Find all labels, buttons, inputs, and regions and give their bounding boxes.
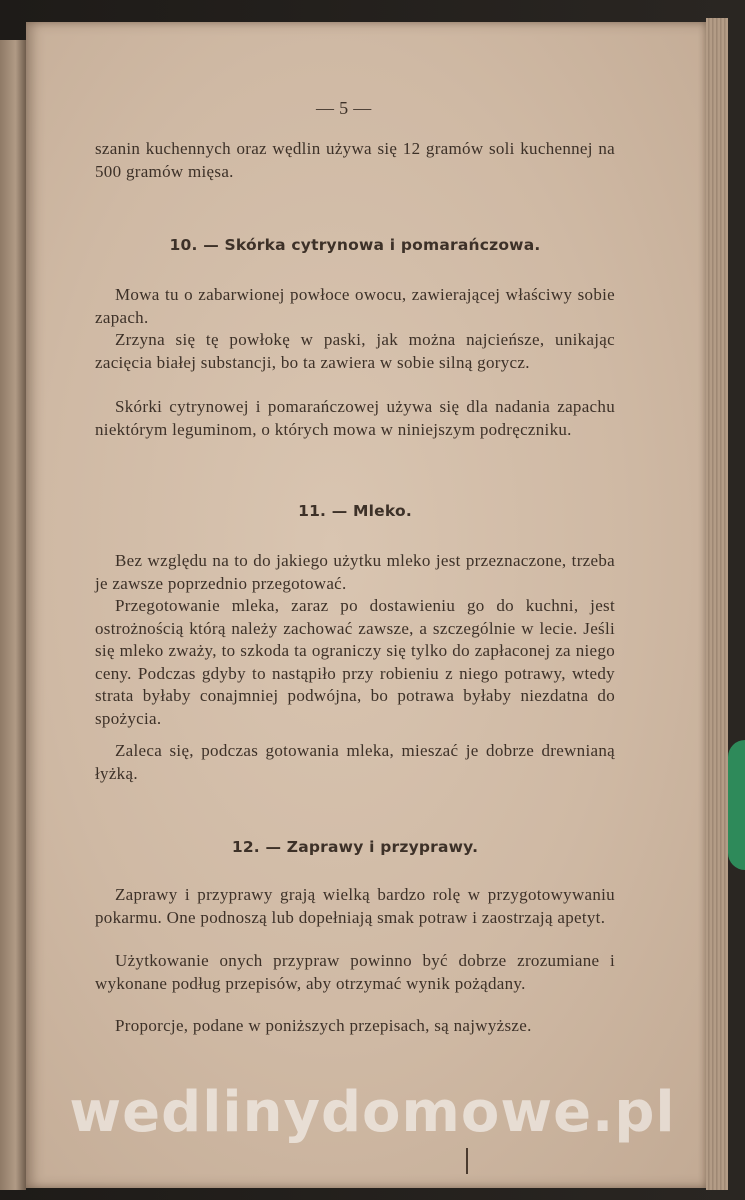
left-page-edge xyxy=(0,40,26,1190)
section-11-paragraph-1: Bez względu na to do jakiego użytku mleko jest przeznaczone, trzeba je zawsze poprzednio przegotować. xyxy=(95,551,615,593)
section-12-heading: 12. — Zaprawy i przyprawy. xyxy=(231,838,479,856)
ink-mark xyxy=(466,1148,468,1174)
section-12-paragraph-1: Zaprawy i przyprawy grają wielką bardzo rolę w przygotowywaniu pokarmu. One podnoszą lub dopełniają smak potraw i zaostrzają apetyt. xyxy=(95,885,615,927)
section-11-heading: 11. — Mleko. xyxy=(298,502,412,520)
page-number: — 5 — xyxy=(316,98,372,118)
intro-paragraph: szanin kuchennych oraz wędlin używa się 12 gramów soli kuchennej na 500 gramów mięsa. xyxy=(95,139,615,181)
section-12-paragraph-3: Proporcje, podane w poniższych przepisach, są najwyższe. xyxy=(115,1016,532,1035)
section-10-paragraph-1: Mowa tu o zabarwionej powłoce owocu, zawierającej właściwy sobie zapach. xyxy=(95,285,615,327)
section-10-paragraph-3: Skórki cytrynowej i pomarańczowej używa się dla nadania zapachu niektórym leguminom, o których mowa w niniejszym podręczniku. xyxy=(95,397,615,439)
section-12-paragraph-2: Użytkowanie onych przypraw powinno być dobrze zrozumiane i wykonane podług przepisów, aby otrzymać wynik pożądany. xyxy=(95,951,615,993)
section-11-paragraph-3: Zaleca się, podczas gotowania mleka, mieszać je dobrze drewnianą łyżką. xyxy=(95,741,615,783)
watermark: wedlinydomowe.pl xyxy=(69,1080,676,1145)
section-10-heading: 10. — Skórka cytrynowa i pomarańczowa. xyxy=(169,236,541,254)
page-stack-edge xyxy=(706,18,728,1190)
bookmark-tab xyxy=(728,740,745,870)
section-11-paragraph-2: Przegotowanie mleka, zaraz po dostawieniu go do kuchni, jest ostrożnością którą należy zachować zawsze, a szczególnie w lecie. Jeśli się mleko zważy, to szkoda ta ograniczy się tylko do zapłaconej za niego ceny. Podczas gdyby to nastąpiło przy robieniu z niego potrawy, wtedy strata byłaby conajmniej podwójna, bo potrawa byłaby niezdatna do spożycia. xyxy=(95,596,615,728)
section-10-paragraph-2: Zrzyna się tę powłokę w paski, jak można najcieńsze, unikając zacięcia białej substancji, bo ta zawiera w sobie silną gorycz. xyxy=(95,330,615,372)
